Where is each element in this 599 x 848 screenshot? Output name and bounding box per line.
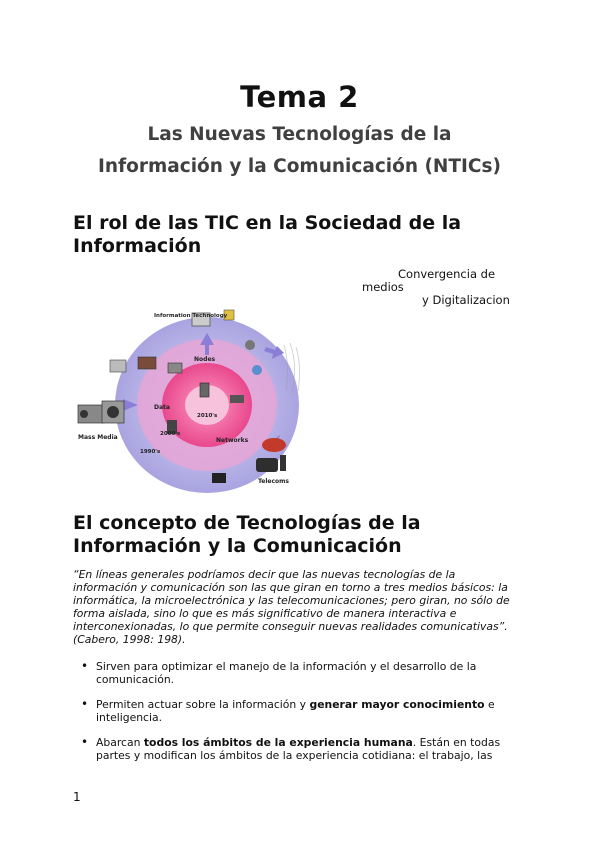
quote-block <box>73 568 533 646</box>
telephone-icon <box>256 458 278 472</box>
document-title: Tema 2 <box>240 80 359 114</box>
section-2-heading-line-1: El concepto de Tecnologías de la <box>73 512 421 534</box>
section-2-heading-line-2: Información y la Comunicación <box>73 535 402 557</box>
camera-icon <box>245 340 255 350</box>
quote-line: “En líneas generales podríamos decir que las nuevas tecnologías de la <box>73 568 456 581</box>
bullet-item: • Abarcan todos los ámbitos de la experiencia humana. Están en todas partes y modifican los ámbitos de la experiencia cotidiana: el trabajo, las <box>78 736 518 762</box>
phone-icon <box>200 383 209 397</box>
section-2-heading <box>73 512 543 558</box>
quote-line: interconexionadas, lo que permite conseguir nuevas realidades comunicativas”. <box>73 620 508 633</box>
bullet-list <box>78 660 518 774</box>
era-2010-label: 2010's <box>197 413 218 419</box>
quote-line: forma aislada, sino lo que es más significativo de manera interactiva e <box>73 607 457 620</box>
caption-line-1: Convergencia de <box>398 267 496 281</box>
caption-line-3: y Digitalizacion <box>422 293 510 307</box>
quote-line: informática, la microelectrónica y las telecomunicaciones; pero giran, no sólo de <box>73 594 510 607</box>
page-number: 1 <box>73 790 81 804</box>
networks-label: Networks <box>216 437 249 444</box>
speaker-icon <box>107 406 119 418</box>
computer-icon <box>110 360 126 372</box>
mobile-phone-icon <box>280 455 286 471</box>
nodes-label: Nodes <box>194 356 216 363</box>
mass-media-label: Mass Media <box>78 434 118 441</box>
satellite-dish-icon <box>262 438 286 452</box>
info-tech-label: Information Technology <box>154 313 228 319</box>
section-1-heading-line-2: Información <box>73 235 202 257</box>
section-1-heading <box>73 212 543 258</box>
subtitle-line-1: Las Nuevas Tecnologías de la <box>147 124 452 145</box>
subtitle-line-2: Información y la Comunicación (NTICs) <box>98 156 501 177</box>
quote-line: información y comunicación son las que giran en torno a tres medios básicos: la <box>73 581 508 594</box>
media-player-icon <box>212 473 226 483</box>
bullet-item: • Sirven para optimizar el manejo de la información y el desarrollo de la comunicación. <box>78 660 518 686</box>
caption-line-2: medios <box>362 280 404 294</box>
convergence-diagram <box>72 305 322 500</box>
telecoms-label: Telecoms <box>258 478 289 485</box>
console-icon <box>230 395 244 403</box>
era-2000-label: 2000's <box>160 431 181 437</box>
speaker-icon <box>80 410 88 418</box>
era-1990-label: 1990's <box>140 449 161 455</box>
data-label: Data <box>154 404 170 411</box>
globe-icon <box>252 365 262 375</box>
quote-citation: (Cabero, 1998: 198). <box>73 633 186 646</box>
tv-icon <box>138 357 156 369</box>
bullet-item: • Permiten actuar sobre la información y generar mayor conocimiento e inteligencia. <box>78 698 518 724</box>
laptop-icon <box>168 363 182 373</box>
section-1-heading-line-1: El rol de las TIC en la Sociedad de la <box>73 212 462 234</box>
